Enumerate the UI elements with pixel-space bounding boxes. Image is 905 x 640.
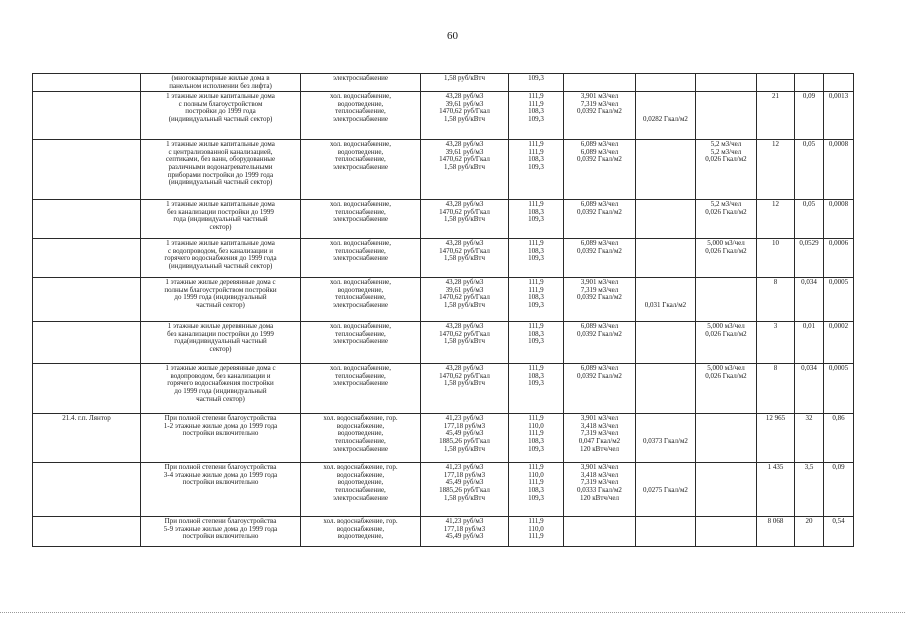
norms-cell	[564, 74, 636, 92]
index-cell: 109,3	[509, 74, 564, 92]
services-cell: хол. водоснабжение, гор. водоснабжение, водоотведение, теплоснабжение, электроснабжение	[301, 463, 421, 517]
value-1-cell: 0,034	[795, 278, 824, 322]
housing-category-cell: 1 этажные жилые капитальные дома с полным благоустройством постройки до 1999 года (индивидуальный частный сектор)	[141, 92, 301, 140]
norms-cell: 6,089 м3/чел 0,0392 Гкал/м2	[564, 364, 636, 414]
index-cell: 111,9 108,3 109,3	[509, 322, 564, 364]
tariffs-cell: 43,28 руб/м3 39,61 руб/м3 1470,62 руб/Гкал 1,58 руб/кВтч	[421, 140, 509, 200]
value-1-cell: 20	[795, 517, 824, 547]
tariff-table	[32, 73, 854, 547]
norms-cell: 6,089 м3/чел 0,0392 Гкал/м2	[564, 322, 636, 364]
norms-cell: 3,901 м3/чел 7,319 м3/чел 0,0392 Гкал/м2	[564, 278, 636, 322]
norms-cell: 3,901 м3/чел 7,319 м3/чел 0,0392 Гкал/м2	[564, 92, 636, 140]
services-cell: хол. водоснабжение, теплоснабжение, электроснабжение	[301, 322, 421, 364]
value-1-cell: 3,5	[795, 463, 824, 517]
settlement-cell	[33, 517, 141, 547]
value-1-cell: 0,09	[795, 92, 824, 140]
page-edge-line	[0, 612, 905, 613]
alt-norms-cell	[696, 74, 757, 92]
count-cell: 8	[757, 364, 795, 414]
services-cell: хол. водоснабжение, водоотведение, теплоснабжение, электроснабжение	[301, 278, 421, 322]
housing-category-cell: При полной степени благоустройства 5-9 этажные жилые дома до 1999 года постройки включительно	[141, 517, 301, 547]
value-2-cell	[824, 74, 854, 92]
tariffs-cell: 41,23 руб/м3 177,18 руб/м3 45,49 руб/м3 1885,26 руб/Гкал 1,58 руб/кВтч	[421, 414, 509, 463]
count-cell: 12	[757, 200, 795, 239]
index-cell: 111,9 108,3 109,3	[509, 200, 564, 239]
tariffs-cell: 43,28 руб/м3 1470,62 руб/Гкал 1,58 руб/кВтч	[421, 322, 509, 364]
value-2-cell: 0,86	[824, 414, 854, 463]
heating-norm-cell	[636, 364, 696, 414]
services-cell: хол. водоснабжение, теплоснабжение, электроснабжение	[301, 200, 421, 239]
heating-norm-cell	[636, 322, 696, 364]
count-cell: 10	[757, 239, 795, 278]
index-cell: 111,9 111,9 108,3 109,3	[509, 278, 564, 322]
value-1-cell: 0,01	[795, 322, 824, 364]
tariffs-cell: 43,28 руб/м3 1470,62 руб/Гкал 1,58 руб/кВтч	[421, 364, 509, 414]
tariffs-cell: 1,58 руб/кВтч	[421, 74, 509, 92]
alt-norms-cell: 5,2 м3/чел 0,026 Гкал/м2	[696, 200, 757, 239]
index-cell: 111,9 111,9 108,3 109,3	[509, 140, 564, 200]
alt-norms-cell	[696, 414, 757, 463]
housing-category-cell: 1 этажные жилые деревянные дома без канализации постройки до 1999 года(индивидуальный частный сектор)	[141, 322, 301, 364]
index-cell: 111,9 108,3 109,3	[509, 239, 564, 278]
norms-cell: 3,901 м3/чел 3,418 м3/чел 7,319 м3/чел 0,047 Гкал/м2 120 кВтч/чел	[564, 414, 636, 463]
table-row	[33, 92, 854, 140]
settlement-cell: 21.4. г.п. Лянтор	[33, 414, 141, 463]
tariffs-cell: 41,23 руб/м3 177,18 руб/м3 45,49 руб/м3 1885,26 руб/Гкал 1,58 руб/кВтч	[421, 463, 509, 517]
table-row	[33, 364, 854, 414]
table-row	[33, 278, 854, 322]
housing-category-cell: 1 этажные жилые деревянные дома с водопроводом, без канализации и горячего водоснабжения постройки до 1999 года (индивидуальный частный сектор)	[141, 364, 301, 414]
housing-category-cell: При полной степени благоустройства 1-2 этажные жилые дома до 1999 года постройки включительно	[141, 414, 301, 463]
settlement-cell	[33, 463, 141, 517]
settlement-cell	[33, 200, 141, 239]
services-cell: хол. водоснабжение, теплоснабжение, электроснабжение	[301, 239, 421, 278]
alt-norms-cell	[696, 278, 757, 322]
index-cell: 111,9 110,0 111,9 108,3 109,3	[509, 414, 564, 463]
table-row	[33, 74, 854, 92]
table-row	[33, 322, 854, 364]
services-cell: хол. водоснабжение, гор. водоснабжение, водоотведение,	[301, 517, 421, 547]
index-cell: 111,9 108,3 109,3	[509, 364, 564, 414]
value-2-cell: 0,0005	[824, 364, 854, 414]
norms-cell: 6,089 м3/чел 0,0392 Гкал/м2	[564, 200, 636, 239]
table-row	[33, 517, 854, 547]
table-row	[33, 414, 854, 463]
count-cell: 1 435	[757, 463, 795, 517]
norms-cell: 6,089 м3/чел 6,089 м3/чел 0,0392 Гкал/м2	[564, 140, 636, 200]
services-cell: хол. водоснабжение, гор. водоснабжение, водоотведение, теплоснабжение, электроснабжение	[301, 414, 421, 463]
value-1-cell: 0,05	[795, 140, 824, 200]
settlement-cell	[33, 140, 141, 200]
count-cell: 3	[757, 322, 795, 364]
value-2-cell: 0,0013	[824, 92, 854, 140]
tariffs-cell: 41,23 руб/м3 177,18 руб/м3 45,49 руб/м3	[421, 517, 509, 547]
table-row	[33, 200, 854, 239]
tariffs-cell: 43,28 руб/м3 1470,62 руб/Гкал 1,58 руб/кВтч	[421, 239, 509, 278]
heating-norm-cell: 0,0282 Гкал/м2	[636, 92, 696, 140]
value-2-cell: 0,09	[824, 463, 854, 517]
housing-category-cell: 1 этажные жилые капитальные дома с централизованной канализацией, септиками, без ванн, оборудованные различными водонагревательными приборами постройки до 1999 года (индивидуальный частный сектор)	[141, 140, 301, 200]
services-cell: хол. водоснабжение, теплоснабжение, электроснабжение	[301, 364, 421, 414]
alt-norms-cell: 5,000 м3/чел 0,026 Гкал/м2	[696, 239, 757, 278]
count-cell: 12 965	[757, 414, 795, 463]
tariffs-cell: 43,28 руб/м3 1470,62 руб/Гкал 1,58 руб/кВтч	[421, 200, 509, 239]
housing-category-cell: 1 этажные жилые капитальные дома с водопроводом, без канализации и горячего водоснабжения до 1999 года (индивидуальный частный сектор)	[141, 239, 301, 278]
value-2-cell: 0,0008	[824, 200, 854, 239]
housing-category-cell: (многоквартирные жилые дома в панельном исполнении без лифта)	[141, 74, 301, 92]
norms-cell	[564, 517, 636, 547]
services-cell: хол. водоснабжение, водоотведение, теплоснабжение, электроснабжение	[301, 92, 421, 140]
settlement-cell	[33, 322, 141, 364]
table-row	[33, 239, 854, 278]
alt-norms-cell	[696, 92, 757, 140]
value-1-cell	[795, 74, 824, 92]
housing-category-cell: 1 этажные жилые капитальные дома без канализации постройки до 1999 года (индивидуальный частный сектор)	[141, 200, 301, 239]
value-1-cell: 32	[795, 414, 824, 463]
settlement-cell	[33, 364, 141, 414]
settlement-cell	[33, 92, 141, 140]
count-cell: 21	[757, 92, 795, 140]
services-cell: электроснабжение	[301, 74, 421, 92]
value-1-cell: 0,05	[795, 200, 824, 239]
value-1-cell: 0,034	[795, 364, 824, 414]
index-cell: 111,9 110,0 111,9 108,3 109,3	[509, 463, 564, 517]
table-row	[33, 140, 854, 200]
value-1-cell: 0,0529	[795, 239, 824, 278]
heating-norm-cell: 0,031 Гкал/м2	[636, 278, 696, 322]
value-2-cell: 0,0006	[824, 239, 854, 278]
tariffs-cell: 43,28 руб/м3 39,61 руб/м3 1470,62 руб/Гкал 1,58 руб/кВтч	[421, 92, 509, 140]
heating-norm-cell	[636, 517, 696, 547]
heating-norm-cell	[636, 200, 696, 239]
alt-norms-cell: 5,2 м3/чел 5,2 м3/чел 0,026 Гкал/м2	[696, 140, 757, 200]
value-2-cell: 0,0008	[824, 140, 854, 200]
page-number: 60	[447, 30, 458, 42]
settlement-cell	[33, 74, 141, 92]
settlement-cell	[33, 278, 141, 322]
heating-norm-cell: 0,0275 Гкал/м2	[636, 463, 696, 517]
index-cell: 111,9 111,9 108,3 109,3	[509, 92, 564, 140]
count-cell: 12	[757, 140, 795, 200]
alt-norms-cell	[696, 517, 757, 547]
count-cell: 8	[757, 278, 795, 322]
settlement-cell	[33, 239, 141, 278]
alt-norms-cell	[696, 463, 757, 517]
housing-category-cell: 1 этажные жилые деревянные дома с полным благоустройством постройки до 1999 года (индивидуальный частный сектор)	[141, 278, 301, 322]
norms-cell: 6,089 м3/чел 0,0392 Гкал/м2	[564, 239, 636, 278]
housing-category-cell: При полной степени благоустройства 3-4 этажные жилые дома до 1999 года постройки включительно	[141, 463, 301, 517]
value-2-cell: 0,0005	[824, 278, 854, 322]
alt-norms-cell: 5,000 м3/чел 0,026 Гкал/м2	[696, 322, 757, 364]
heating-norm-cell	[636, 140, 696, 200]
alt-norms-cell: 5,000 м3/чел 0,026 Гкал/м2	[696, 364, 757, 414]
tariffs-cell: 43,28 руб/м3 39,61 руб/м3 1470,62 руб/Гкал 1,58 руб/кВтч	[421, 278, 509, 322]
table-row	[33, 463, 854, 517]
norms-cell: 3,901 м3/чел 3,418 м3/чел 7,319 м3/чел 0,0333 Гкал/м2 120 кВтч/чел	[564, 463, 636, 517]
heating-norm-cell	[636, 74, 696, 92]
index-cell: 111,9 110,0 111,9	[509, 517, 564, 547]
count-cell: 8 068	[757, 517, 795, 547]
value-2-cell: 0,54	[824, 517, 854, 547]
services-cell: хол. водоснабжение, водоотведение, теплоснабжение, электроснабжение	[301, 140, 421, 200]
heating-norm-cell: 0,0373 Гкал/м2	[636, 414, 696, 463]
heating-norm-cell	[636, 239, 696, 278]
count-cell	[757, 74, 795, 92]
value-2-cell: 0,0002	[824, 322, 854, 364]
